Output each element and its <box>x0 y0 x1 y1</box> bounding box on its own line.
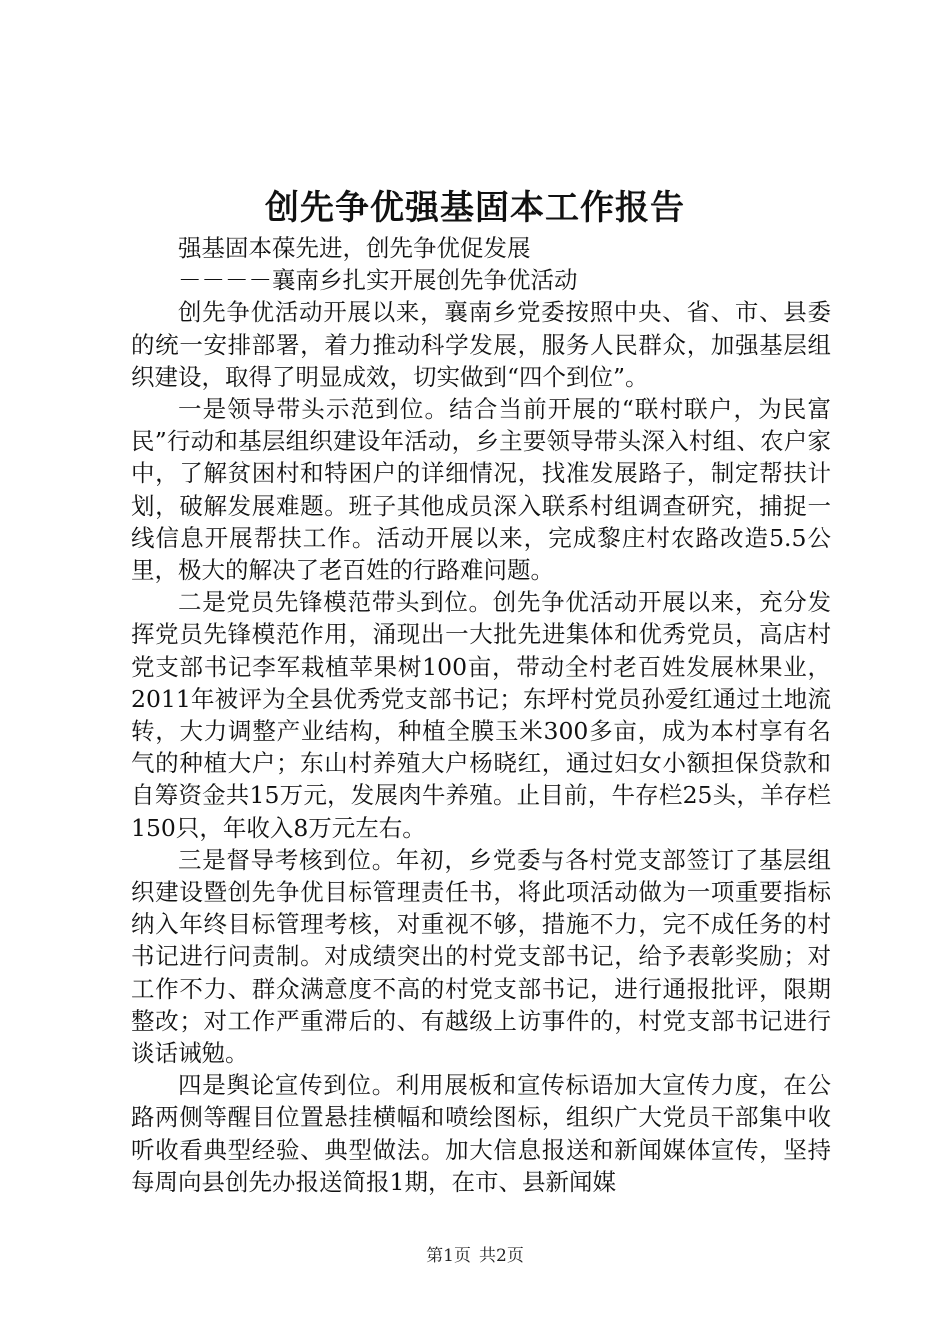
page-footer <box>0 1244 950 1268</box>
paragraph-publicity: 四是舆论宣传到位。利用展板和宣传标语加大宣传力度，在公路两侧等醒目位置悬挂横幅和喷绘图标，组织广大党员干部集中收听收看典型经验、典型做法。加大信息报送和新闻媒体宣传，坚持每周向县创先办报送简报1期，在市、县新闻媒 <box>131 1071 831 1196</box>
paragraph-leadership: 一是领导带头示范到位。结合当前开展的“联村联户，为民富民”行动和基层组织建设年活动，乡主要领导带头深入村组、农户家中，了解贫困村和特困户的详细情况，找准发展路子，制定帮扶计划，破解发展难题。班子其他成员深入联系村组调查研究，捕捉一线信息开展帮扶工作。活动开展以来，完成黎庄村农路改造5.5公里，极大的解决了老百姓的行路难问题。 <box>131 395 831 585</box>
paragraph-intro: 创先争优活动开展以来，襄南乡党委按照中央、省、市、县委的统一安排部署，着力推动科学发展，服务人民群众，加强基层组织建设，取得了明显成效，切实做到“四个到位”。 <box>131 298 831 391</box>
page-total: 共2页 <box>479 1246 524 1266</box>
document-subtitle: 强基固本葆先进，创先争优促发展 <box>178 234 531 262</box>
document-body <box>131 232 831 1198</box>
document-byline: －－－－襄南乡扎实开展创先争优活动 <box>178 266 578 295</box>
paragraph-supervision: 三是督导考核到位。年初，乡党委与各村党支部签订了基层组织建设暨创先争优目标管理责任书，将此项活动做为一项重要指标纳入年终目标管理考核，对重视不够，措施不力，完不成任务的村书记进行问责制。对成绩突出的村党支部书记，给予表彰奖励；对工作不力、群众满意度不高的村党支部书记，进行通报批评，限期整改；对工作严重滞后的、有越级上访事件的，村党支部书记进行谈话诫勉。 <box>131 845 831 1068</box>
page-number: 第1页 <box>426 1246 471 1266</box>
paragraph-party-members: 二是党员先锋模范带头到位。创先争优活动开展以来，充分发挥党员先锋模范作用，涌现出一大批先进集体和优秀党员，高店村党支部书记李军栽植苹果树100亩，带动全村老百姓发展林果业，2011年被评为全县优秀党支部书记；东坪村党员孙爱红通过土地流转，大力调整产业结构，种植全膜玉米300多亩，成为本村享有名气的种植大户；东山村养殖大户杨晓红，通过妇女小额担保贷款和自筹资金共15万元，发展肉牛养殖。止目前，牛存栏25头，羊存栏150只，年收入8万元左右。 <box>131 588 831 842</box>
document-title: 创先争优强基固本工作报告 <box>265 188 685 228</box>
